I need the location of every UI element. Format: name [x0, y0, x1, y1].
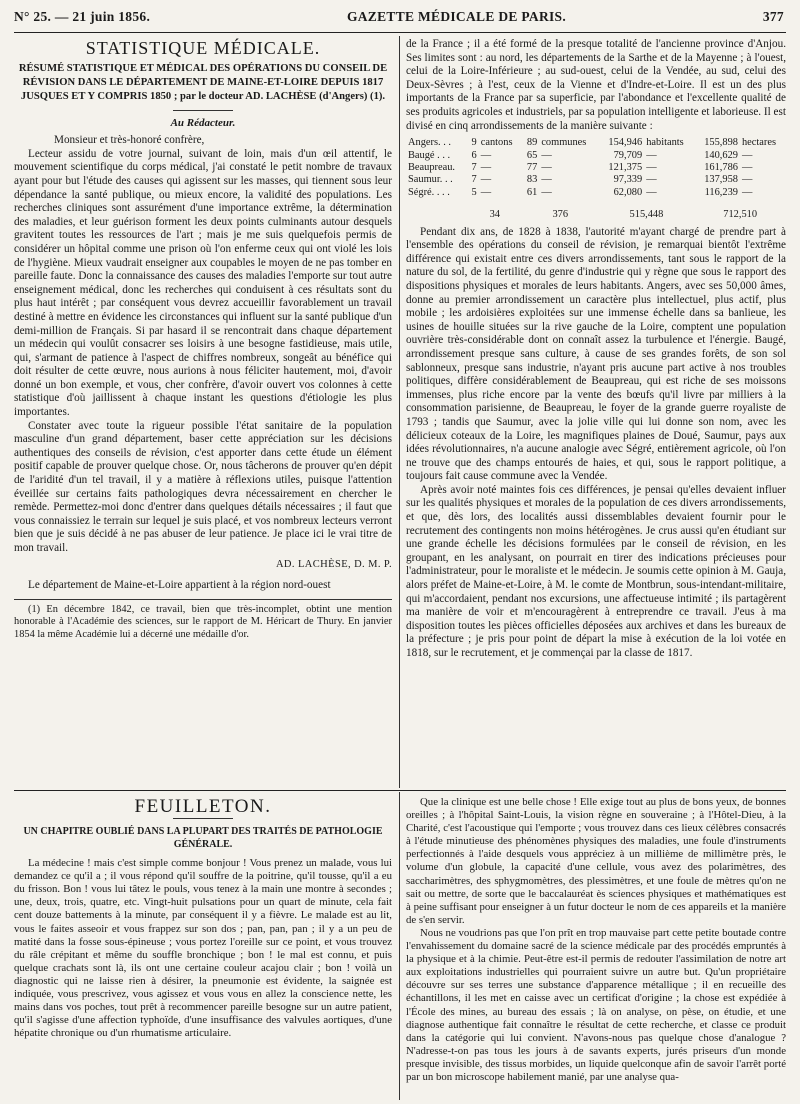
table-cell: — — [541, 149, 552, 161]
table-cell: 116,239 — [704, 186, 738, 198]
table-row — [406, 137, 786, 149]
table-row — [406, 150, 786, 162]
section-title: STATISTIQUE MÉDICALE. — [85, 38, 321, 58]
table-cell: Beaupreau. — [408, 161, 456, 173]
short-rule — [173, 110, 233, 111]
table-cell: — — [741, 161, 753, 173]
column-divider — [399, 792, 400, 1100]
table-cell: 5 — [471, 186, 477, 198]
table-cell: 154,946 — [608, 137, 643, 149]
table-cell: Ségré. . . . — [408, 186, 450, 198]
journal-title: GAZETTE MÉDICALE DE PARIS. — [346, 9, 567, 24]
upper-left-column — [14, 38, 392, 738]
salutation: Monsieur et très-honoré confrère, — [54, 134, 205, 147]
page-number: 377 — [762, 9, 784, 24]
table-cell: — — [646, 149, 657, 161]
table-cell: Angers. . . — [408, 137, 451, 149]
table-cell: habitants — [646, 137, 684, 149]
feuilleton-title: FEUILLETON. — [134, 796, 272, 817]
table-cell: — — [480, 174, 492, 186]
table-cell: — — [480, 149, 492, 161]
footnote: (1) En décembre 1842, ce travail, bien que très-incomplet, obtint une mention honorable à l'Académie des sciences, sur le rapport de M. Héricart de Thury. En janvier 1854 la même Académie lui a décerné une médaille d'or. — [14, 603, 392, 640]
table-cell: 65 — [526, 149, 538, 161]
feuilleton-rule — [14, 790, 786, 791]
table-cell: cantons — [480, 137, 513, 149]
table-row — [406, 174, 786, 186]
table-cell: — — [480, 186, 492, 198]
table-cell: 89 — [526, 137, 538, 149]
table-cell: 9 — [471, 137, 477, 149]
table-total-row — [406, 199, 786, 221]
short-rule — [173, 818, 233, 819]
table-cell: 97,339 — [613, 174, 643, 186]
table-cell: 6 — [471, 149, 477, 161]
table-cell: 7 — [471, 174, 477, 186]
paragraph: de la France ; il a été formé de la presque totalité de l'ancienne province d'Anjou. Ses limites sont : au nord, les départements de la Sarthe et de la Mayenne ; à l'ouest, celui de la Loire-Inférieure ; au sud-ouest, celui de la Vendée, au sud, celui des Deux-Sèvres ; à l'est, ceux de la Vienne et d'Indre-et-Loire. Il est un des plus importants de la France par sa superficie, par l'abondance et l'excellente qualité de ses produits agricoles et industriels, par sa population intelligente et laborieuse. Il est divisé en cinq arrondissements de la manière suivante : — [406, 38, 786, 132]
arrondissement-table — [406, 137, 786, 221]
table-cell: 34 — [489, 209, 500, 221]
paragraph: Constater avec toute la rigueur possible l'état sanitaire de la population masculine d'un grand département, baser cette appréciation sur les décisions authentiques des conseils de révision, c'est apporter dans cette étude un élément positif capable de prouver quelque chose. Or, nous tâcherons de prouver qu'en dépit de l'aridité d'un tel travail, il y a matière à réflexions utiles, puisque l'attention éveillée sur certains faits pathologiques devra nécessairement en chercher le remède. Permettez-moi donc d'entrer dans quelques détails nécessaires ; il faut que vous connaissiez le terrain sur lequel je suis placé, et vos nombreux lecteurs verront bien que je suis décidé à ne pas abuser de leur patience. Je place ici le vrai titre de mon travail. — [14, 419, 392, 554]
table-row — [406, 162, 786, 174]
paragraph: Le département de Maine-et-Loire appartient à la région nord-ouest — [28, 579, 331, 592]
table-cell — [406, 199, 468, 221]
address-line: Au Rédacteur. — [170, 116, 236, 129]
table-row — [406, 187, 786, 199]
table-cell: 61 — [526, 186, 538, 198]
table-cell: 137,958 — [704, 174, 738, 186]
table-cell: 712,510 — [723, 209, 758, 221]
table-cell: — — [541, 186, 552, 198]
table-cell: — — [480, 161, 492, 173]
table-cell: Saumur. . . — [408, 174, 453, 186]
feuilleton-subtitle: UN CHAPITRE OUBLIÉ DANS LA PLUPART DES TRAITÉS DE PATHOLOGIE GÉNÉRALE. — [23, 826, 383, 851]
table-cell: communes — [541, 137, 587, 149]
paragraph: Pendant dix ans, de 1828 à 1838, l'autorité m'ayant chargé de prendre part à l'ensemble des opérations du conseil de révision, je remarquai bientôt l'extrême différence qui existait entre ces divers arrondissements, tant sous le rapport de la nature du sol, de la fertilité, du genre d'industrie qui y règne que sous le rapport des dispositions physiques et morales de leurs habitants. Angers, avec ses 50,000 âmes, donne au premier arrondissement un caractère plus intellectuel, plus actif, plus mobile ; les ardoisières exploitées sur une immense échelle dans sa banlieue, les usines de houille situées sur la rive gauche de la Loire, comptent une population ouvrière très-considérable dont on connaît assez la turbulence et l'énergie. Baugé, arrondissement presque sans culture, à cause de ses grandes forêts, de son sol sablonneux, presque sans industrie, n'ayant pris aucune part active à nos troubles politiques, diffère considérablement de Beaupreau, qui est riche de ses moissons immenses, plus riche encore par la vente des bœufs qu'il livre par milliers à la consommation parisienne, de Beaupreau, le foyer de la grande guerre royaliste de 1793 ; tandis que Saumur, avec la jolie ville qui lui donne son nom, avec les délicieux coteaux de la Loire, les magnifiques plaines de Doué, Saumur, pays aux idées révolutionnaires, n'a aucune analogie avec Ségré, entièrement agricole, où l'on ne trouve que des champs entourés de haies, et qui, sous le rapport politique, a toujours fait cause commune avec la Vendée. — [406, 225, 786, 483]
signature: AD. LACHÈSE, D. M. P. — [275, 558, 392, 570]
table-cell: 7 — [471, 161, 477, 173]
table-cell: 121,375 — [608, 161, 643, 173]
paragraph: Lecteur assidu de votre journal, suivant de loin, mais d'un œil attentif, le mouvement scientifique du corps médical, j'ai constaté le petit nombre de travaux ayant pour but l'étude des causes qui agissent sur les masses, qui tiennent sous leur dépendance la santé publique, ou mieux encore, la validité des populations. Les recherches cliniques sont assurément d'une importance extrême, la détermination des maladies, et leur guérison forment les deux points culminants autour desquels gravitent toutes les ressources de l'art ; mais je me suis quelquefois permis de considérer un hôpital comme une prison où l'on enferme ceux qui ont violé les lois de l'hygiène. Mieux vaudrait enseigner aux coupables le moyen de ne pas tomber en pareille faute. Donc la connaissance des causes des maladies l'emporte sur tout autre enseignement médical, donc les recherches qui conduisent à ces résultats sont du plus haut intérêt ; par conséquent vous devrez accueillir favorablement un travail destiné à mettre en évidence les circonstances qui influent sur la santé publique d'un demi-million de Français. Si par hasard il se rencontrait dans chaque département un médecin qui voulût consacrer ses loisirs à une besogne fastidieuse, mais utile, qui, s'armant de patience à l'aspect de chiffres nombreux, songeât au bénéfice qui doit résulter de cette œuvre, nous aurions à nous féliciter hautement, moi, d'avoir donné un bon exemple, et vous, cher confrère, d'avoir ouvert vos colonnes à cette statistique d'où jaillissent à chaque instant les questions d'étiologie les plus importantes. — [14, 147, 392, 419]
paragraph: Après avoir noté maintes fois ces différences, je pensai qu'elles devaient influer sur les qualités physiques et morales de la population de ces divers arrondissements, et que, dès lors, des localités aussi dissemblables devaient fournir pour le recrutement des contingents non moins hétérogènes. Je crus aussi qu'en étudiant sur une grande échelle les décisions formulées par le conseil de révision, en les groupant, en les analysant, on pourrait en tirer des indications précieuses pour l'administrateur, pour le moraliste et le médecin. Je soumis cette opinion à M. Gauja, alors préfet de Maine-et-Loire, à M. le comte de Montbrun, sous-intendant-militaire, qui m'accordaient, pendant nos excursions, une affectueuse intimité ; ils partagèrent ma manière de voir et m'encouragèrent à entreprendre ce travail. J'eus à ma disposition toutes les pièces officielles déposées aux archives et dans les bureaux de la préfecture ; je pris pour point de départ la mise à exécution de la loi votée en 1818, sur le recrutement, et je commençai par la classe de 1817. — [406, 483, 786, 659]
paragraph: Que la clinique est une belle chose ! Elle exige tout au plus de bons yeux, de bonnes oreilles ; à l'hôpital Saint-Louis, la vision règne en souveraine ; à l'Hôtel-Dieu, à la Charité, c'est l'acoustique qui l'emporte ; vous trouvez dans ces lieux célèbres consacrés à l'étude minutieuse des phénomènes physiques des maladies, une foule d'instruments perfectionnés à l'aide desquels vous appréciez à un millième de millimètre près, le volume d'un globule, la capacité d'une cellule, vous avez des polarimètres, des saccharimètres, des sphygmomètres, des plessimètres, et une foule de mètres qu'on ne sait ou mettre, de sorte que le baccalauréat ès sciences physiques et mathématiques est à peine suffisant pour enseigner à un futur docteur le nom de ces appareils et la manière de s'en servir. — [406, 796, 786, 926]
feuilleton-left-column — [14, 796, 392, 1098]
upper-right-column — [406, 38, 786, 790]
table-cell: — — [646, 161, 657, 173]
table-cell: 515,448 — [629, 209, 664, 221]
table-cell: hectares — [741, 137, 777, 149]
table-cell: 155,898 — [704, 137, 738, 149]
table-cell: 83 — [526, 174, 538, 186]
table-cell: 79,709 — [613, 149, 643, 161]
table-cell: — — [646, 174, 657, 186]
table-cell: 62,080 — [613, 186, 643, 198]
column-divider — [399, 36, 400, 788]
table-cell: — — [541, 174, 552, 186]
table-cell: 376 — [552, 209, 569, 221]
table-cell: — — [741, 174, 753, 186]
table-cell: 140,629 — [704, 149, 738, 161]
footnote-rule — [14, 599, 392, 600]
table-cell: — — [741, 186, 753, 198]
paragraph: Nous ne voudrions pas que l'on prît en trop mauvaise part cette petite boutade contre l'envahissement du domaine sacré de la science médicale par des procédés empruntés à la physique et à la chimie. Peut-être est-il permis de redouter l'assimilation de notre art aux exploitations industrielles qui pourraient suivre un autre but. Qu'un propriétaire découvre sur ses terres une substance d'apparence métallique ; il en recueille des échantillons, il les met en caisse avec un certificat d'origine ; la chose est expédiée à l'École des mines, au bureau des essais ; là on analyse, on pèse, on étudie, et une diagnose authentique fait connaître le résultat de cette recherche, et classe ce produit dans la catégorie qui lui convient. N'avons-nous pas quelque chose d'analogue ? N'adresse-t-on pas tous les jours à de savants experts, jurés priseurs d'un monde presque invisible, des tissus morbides, un liquide quelconque afin de savoir l'arrêt porté par un bon microscope habilement manié, par une analyse qua- — [406, 926, 786, 1083]
header-rule — [14, 32, 786, 33]
feuilleton-right-column — [406, 796, 786, 1098]
issue-date: N° 25. — 21 juin 1856. — [14, 9, 151, 24]
table-cell: — — [541, 161, 552, 173]
table-cell: — — [646, 186, 657, 198]
table-cell: 77 — [526, 161, 538, 173]
table-cell: Baugé . . . — [408, 149, 451, 161]
running-head — [14, 4, 784, 30]
table-cell: 161,786 — [704, 161, 738, 173]
table-cell: — — [741, 149, 753, 161]
paragraph: La médecine ! mais c'est simple comme bonjour ! Vous prenez un malade, vous lui demandez ce qu'il a ; il vous répond qu'il souffre de la poitrine, qu'il tousse, qu'il a eu du frisson. Bon ! vous lui tâtez le pouls, vous tenez à la main une montre à secondes ; une, deux, trois, quatre, etc. Vingt-huit pulsations pour un quart de minute, cela fait cent douze battements à la minute, par conséquent il y a fièvre. Le malade est au lit, vous le faites asseoir et vous frappez sur son dos ; pan, pan, pan ; il y a un peu de matité dans la fosse sous-épineuse ; vous portez l'oreille sur ce point, et vous trouvez du râle crépitant et même du souffle bronchique ; bon ! le mal est connu, et puis quelque crachats sont là, ils ont une certaine couleur acajou clair ; bon ! voilà un diagnostic qui ne laisse rien à désirer, la pneumonie est évidente, la saignée est indiquée, vous prescrivez, vous agissez et vous vous en allez la conscience nette, les mains dans vos poches, tout prêt à recommencer pareille besogne sur un autre patient, qu'il s'agisse d'une affection typhoïde, d'une insuffisance des valvules aortiques, d'une hépatite chronique ou d'un rhumatisme articulaire. — [14, 857, 392, 1040]
article-subtitle: RÉSUMÉ STATISTIQUE ET MÉDICAL DES OPÉRATIONS DU CONSEIL DE RÉVISION DANS LE DÉPARTEMENT DE MAINE-ET-LOIRE DEPUIS 1817 JUSQUES ET Y COMPRIS 1850 ; par le docteur AD. LACHÈSE (d'Angers) (1). — [18, 62, 388, 102]
